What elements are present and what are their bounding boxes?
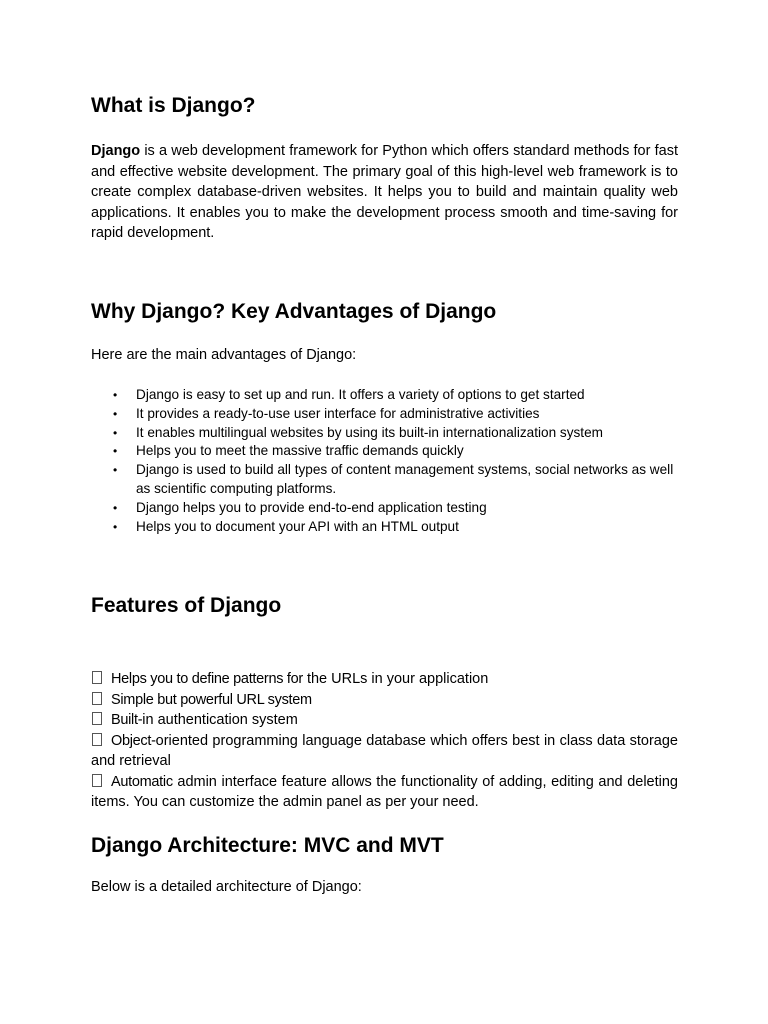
paragraph-body: is a web development framework for Python which offers standard methods for fast and effective website development. The primary goal of this high-level web framework is to create complex database-driven websites. It helps you to build and maintain quality web applications. It enables you to make the development process smooth and time-saving for rapid development. [91,143,678,241]
feature-item [91,731,678,772]
list-item-text: It enables multilingual websites by using its built-in internationalization system [136,424,603,440]
feature-item [91,772,678,813]
feature-text: the URLs in your application [302,671,489,687]
bullet-icon: • [113,425,118,440]
bullet-icon: • [113,388,118,402]
list-item-text: Helps you to document your API with an HTML output [136,518,459,534]
feature-item [91,690,678,711]
list-item-text: It provides a ready-to-use user interface for administrative activities [136,405,540,421]
heading-architecture: Django Architecture: MVC and MVT [91,834,444,857]
list-item [91,386,678,405]
bullet-icon: • [113,519,118,534]
list-item [91,518,678,537]
bullet-icon: • [113,500,118,515]
heading-why-django: Why Django? Key Advantages of Django [91,300,497,323]
architecture-intro: Below is a detailed architecture of Django: [91,879,362,895]
checkbox-glyph-icon [92,712,102,725]
feature-text: admin interface feature allows the functionality of adding, editing and deleting items. You can customize the admin panel as per your need. [91,773,678,810]
list-item-text: Django helps you to provide end-to-end application testing [136,499,487,515]
list-item [91,424,678,443]
advantages-intro: Here are the main advantages of Django: [91,347,357,363]
feature-text: oriented programming language database which offers best in class data storage and retrieval [91,732,678,769]
heading-what-is-django: What is Django? [91,94,256,117]
checkbox-glyph-icon [92,692,102,705]
checkbox-glyph-icon [92,733,102,746]
bullet-icon: • [113,406,118,421]
checkbox-glyph-icon [92,774,102,787]
feature-lead: Object- [111,732,156,749]
bullet-icon: • [113,444,118,459]
feature-item [91,669,678,690]
feature-lead: Helps you to define patterns for [111,671,303,687]
checkbox-glyph-icon [92,671,102,684]
feature-item [91,710,678,731]
list-item-text: Django is used to build all types of content management systems, social networks as well as scientific computing platforms. [136,462,674,496]
feature-lead: Simple but powerful URL system [111,691,312,708]
feature-lead: Built- [111,712,143,728]
list-item [91,461,678,499]
features-list [91,669,678,813]
list-item [91,442,678,461]
bullet-icon: • [113,463,118,478]
list-item-text: Django is easy to set up and run. It offers a variety of options to get started [136,387,585,402]
list-item-text: Helps you to meet the massive traffic demands quickly [136,443,464,459]
feature-text: in authentication system [142,712,298,728]
django-bold-term: Django [91,143,141,159]
advantages-list [91,386,678,536]
heading-features: Features of Django [91,594,282,617]
list-item [91,405,678,424]
list-item [91,499,678,518]
paragraph-django-intro [91,141,678,244]
feature-lead: Automatic [111,773,173,790]
